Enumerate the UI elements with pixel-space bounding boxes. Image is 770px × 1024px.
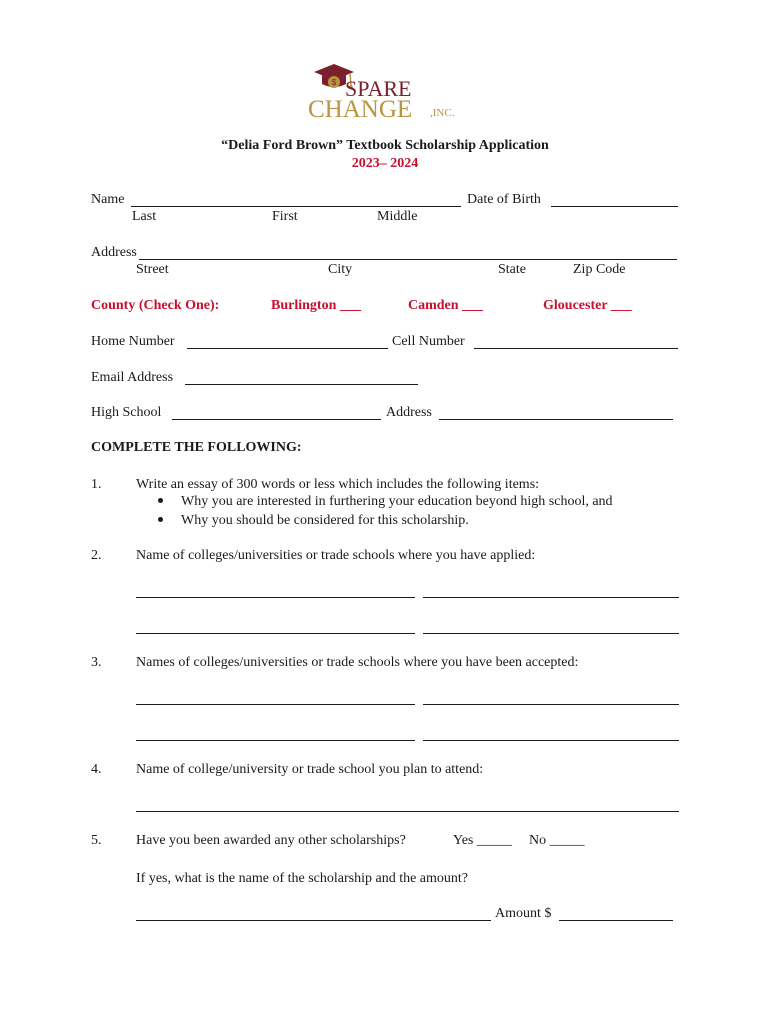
home-number-field[interactable] bbox=[187, 348, 388, 349]
accepted-school-field-2[interactable] bbox=[423, 704, 679, 705]
item-number-4: 4. bbox=[91, 762, 102, 777]
accepted-school-field-4[interactable] bbox=[423, 740, 679, 741]
applied-school-field-3[interactable] bbox=[136, 633, 415, 634]
amount-label: Amount $ bbox=[495, 906, 552, 921]
item-text-4: Name of college/university or trade school you plan to attend: bbox=[136, 762, 484, 777]
accepted-school-field-3[interactable] bbox=[136, 740, 415, 741]
applied-school-field-4[interactable] bbox=[423, 633, 679, 634]
section-heading: COMPLETE THE FOLLOWING: bbox=[91, 440, 302, 455]
item-text-3: Names of colleges/universities or trade schools where you have been accepted: bbox=[136, 655, 579, 670]
high-school-field[interactable] bbox=[172, 419, 381, 420]
form-title: “Delia Ford Brown” Textbook Scholarship Application bbox=[221, 138, 549, 153]
item-1-bullet-2: Why you should be considered for this scholarship. bbox=[181, 513, 469, 528]
item-number-2: 2. bbox=[91, 548, 102, 563]
school-address-label: Address bbox=[386, 405, 432, 420]
plan-to-attend-field[interactable] bbox=[136, 811, 679, 812]
item-text-1: Write an essay of 300 words or less which includes the following items: bbox=[136, 477, 540, 492]
address-sub-city: City bbox=[328, 262, 353, 277]
svg-text:$: $ bbox=[331, 78, 337, 87]
scholarship-name-field[interactable] bbox=[136, 920, 491, 921]
logo-suffix-inc: ,INC. bbox=[430, 107, 455, 119]
cell-number-label: Cell Number bbox=[392, 334, 465, 349]
scholarship-followup-question: If yes, what is the name of the scholarship and the amount? bbox=[136, 871, 469, 886]
bullet-icon bbox=[158, 517, 163, 522]
name-sub-middle: Middle bbox=[377, 209, 418, 224]
name-sub-first: First bbox=[272, 209, 298, 224]
county-option-gloucester[interactable]: Gloucester ___ bbox=[543, 298, 632, 313]
spare-change-logo bbox=[305, 62, 470, 124]
applied-school-field-2[interactable] bbox=[423, 597, 679, 598]
address-field[interactable] bbox=[139, 259, 677, 260]
address-label: Address bbox=[91, 245, 137, 260]
address-sub-state: State bbox=[498, 262, 526, 277]
name-sub-last: Last bbox=[132, 209, 157, 224]
home-number-label: Home Number bbox=[91, 334, 175, 349]
address-sub-zip: Zip Code bbox=[573, 262, 626, 277]
cell-number-field[interactable] bbox=[474, 348, 678, 349]
name-label: Name bbox=[91, 192, 125, 207]
scholarship-no-option[interactable]: No _____ bbox=[529, 833, 585, 848]
high-school-label: High School bbox=[91, 405, 162, 420]
item-text-5: Have you been awarded any other scholarships? bbox=[136, 833, 406, 848]
accepted-school-field-1[interactable] bbox=[136, 704, 415, 705]
logo-word-spare: SPARE bbox=[345, 76, 412, 101]
bullet-icon bbox=[158, 498, 163, 503]
dob-label: Date of Birth bbox=[467, 192, 541, 207]
email-field[interactable] bbox=[185, 384, 418, 385]
address-sub-street: Street bbox=[136, 262, 169, 277]
county-option-burlington[interactable]: Burlington ___ bbox=[271, 298, 361, 313]
school-address-field[interactable] bbox=[439, 419, 673, 420]
item-text-2: Name of colleges/universities or trade schools where you have applied: bbox=[136, 548, 536, 563]
name-field[interactable] bbox=[131, 206, 461, 207]
scholarship-yes-option[interactable]: Yes _____ bbox=[453, 833, 512, 848]
amount-field[interactable] bbox=[559, 920, 673, 921]
county-label: County (Check One): bbox=[91, 298, 220, 313]
item-1-bullet-1: Why you are interested in furthering your education beyond high school, and bbox=[181, 494, 613, 509]
applied-school-field-1[interactable] bbox=[136, 597, 415, 598]
county-option-camden[interactable]: Camden ___ bbox=[408, 298, 484, 313]
email-label: Email Address bbox=[91, 370, 174, 385]
item-number-3: 3. bbox=[91, 655, 102, 670]
item-number-5: 5. bbox=[91, 833, 102, 848]
logo-word-change: CHANGE bbox=[308, 96, 413, 123]
form-year: 2023– 2024 bbox=[351, 156, 419, 171]
item-number-1: 1. bbox=[91, 477, 102, 492]
dob-field[interactable] bbox=[551, 206, 678, 207]
